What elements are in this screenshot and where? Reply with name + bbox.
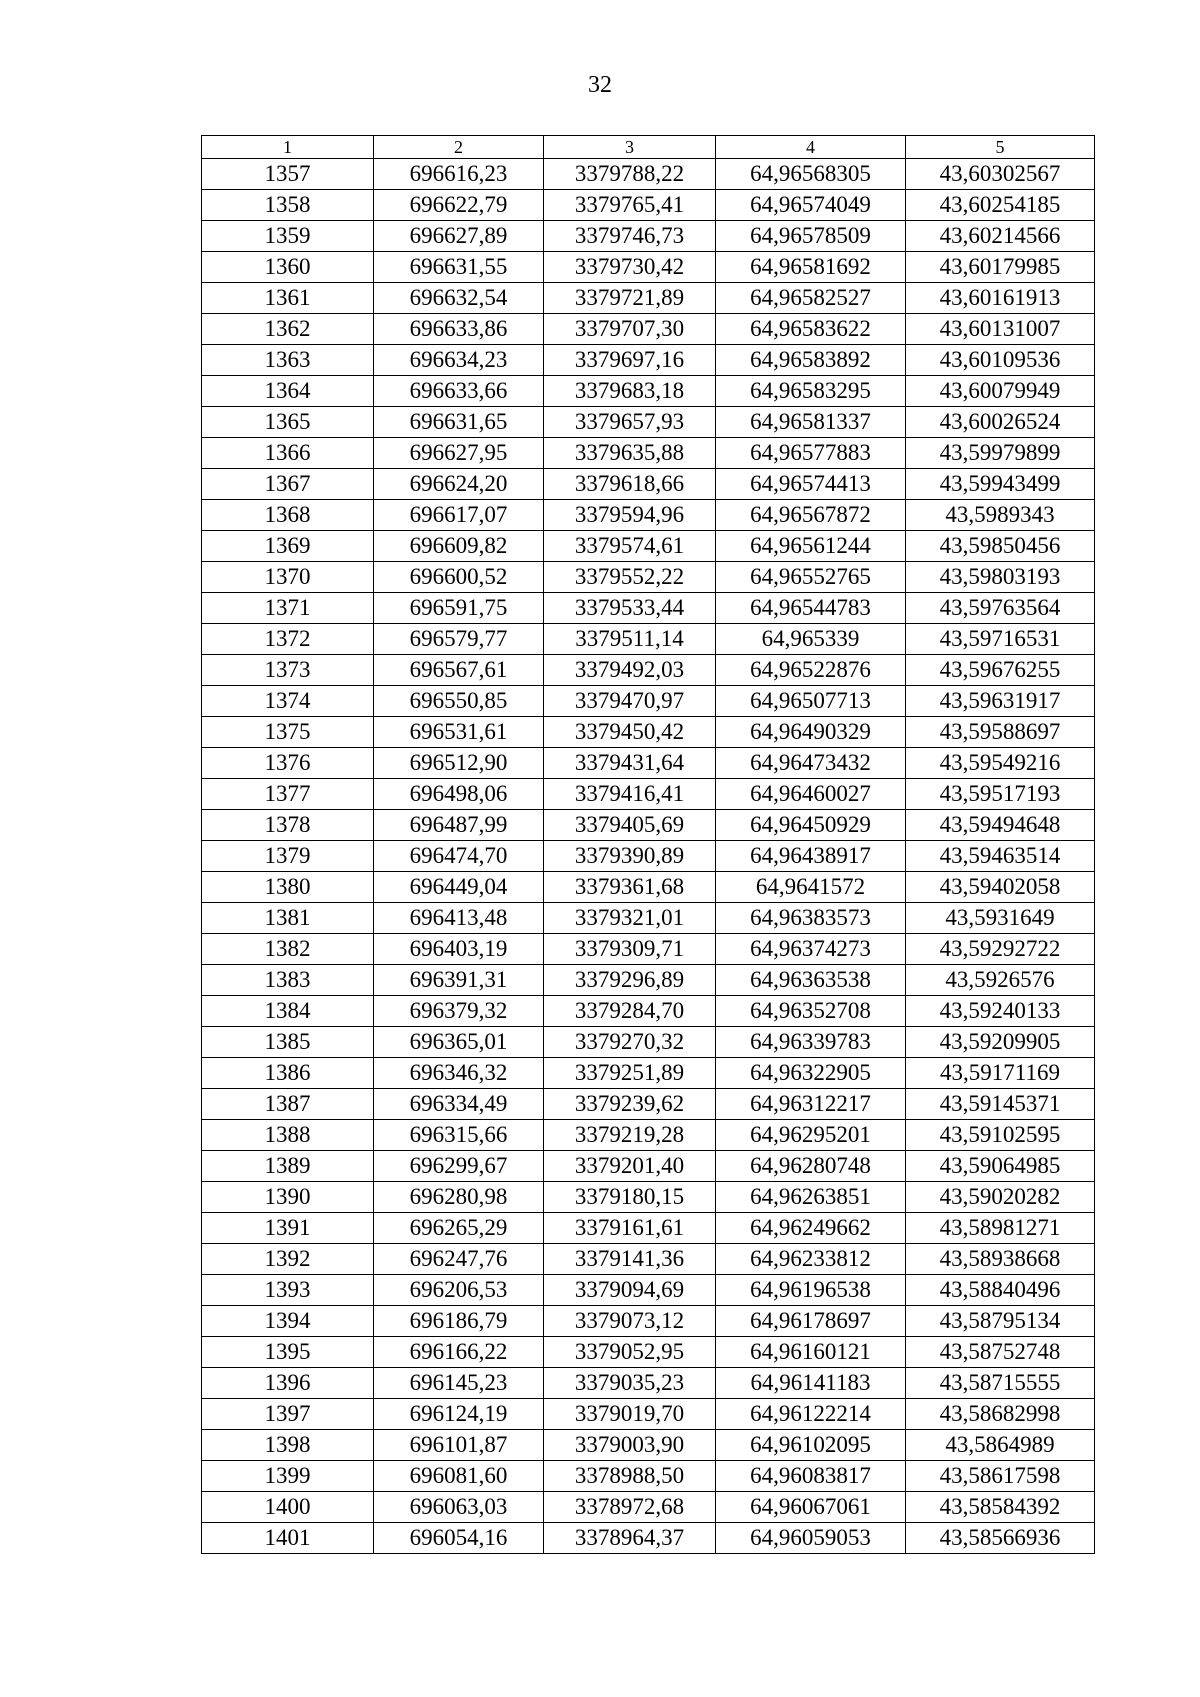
- table-cell-col-3: 3379405,69: [544, 810, 716, 841]
- table-cell-col-5: 43,59292722: [906, 934, 1095, 965]
- table-row: [202, 1120, 1095, 1151]
- table-cell-col-5: 43,58617598: [906, 1461, 1095, 1492]
- table-row: [202, 1244, 1095, 1275]
- table-cell-col-5: 43,5926576: [906, 965, 1095, 996]
- table-cell-col-3: 3379746,73: [544, 221, 716, 252]
- table-cell-col-1: 1388: [202, 1120, 374, 1151]
- table-cell-col-1: 1387: [202, 1089, 374, 1120]
- table-cell-col-4: 64,9641572: [716, 872, 906, 903]
- table-cell-col-4: 64,96352708: [716, 996, 906, 1027]
- table-cell-col-4: 64,96067061: [716, 1492, 906, 1523]
- table-cell-col-5: 43,60214566: [906, 221, 1095, 252]
- table-cell-col-2: 696617,07: [374, 500, 544, 531]
- table-cell-col-4: 64,96322905: [716, 1058, 906, 1089]
- table-cell-col-5: 43,59020282: [906, 1182, 1095, 1213]
- table-cell-col-3: 3379141,36: [544, 1244, 716, 1275]
- table-cell-col-3: 3379361,68: [544, 872, 716, 903]
- table-cell-col-5: 43,59943499: [906, 469, 1095, 500]
- table-row: [202, 779, 1095, 810]
- table-cell-col-3: 3379219,28: [544, 1120, 716, 1151]
- table-cell-col-3: 3378964,37: [544, 1523, 716, 1554]
- table-cell-col-5: 43,59145371: [906, 1089, 1095, 1120]
- table-cell-col-1: 1363: [202, 345, 374, 376]
- table-cell-col-2: 696413,48: [374, 903, 544, 934]
- table-row: [202, 531, 1095, 562]
- table-row: [202, 562, 1095, 593]
- table-cell-col-3: 3379270,32: [544, 1027, 716, 1058]
- table-header: [202, 136, 1095, 159]
- table-cell-col-2: 696247,76: [374, 1244, 544, 1275]
- table-cell-col-5: 43,60161913: [906, 283, 1095, 314]
- table-cell-col-4: 64,96577883: [716, 438, 906, 469]
- table-cell-col-1: 1390: [202, 1182, 374, 1213]
- table-row: [202, 1027, 1095, 1058]
- table-cell-col-2: 696567,61: [374, 655, 544, 686]
- table-cell-col-4: 64,96102095: [716, 1430, 906, 1461]
- table-cell-col-3: 3379201,40: [544, 1151, 716, 1182]
- table-cell-col-2: 696627,89: [374, 221, 544, 252]
- table-cell-col-4: 64,96312217: [716, 1089, 906, 1120]
- table-cell-col-4: 64,96544783: [716, 593, 906, 624]
- table-row: [202, 686, 1095, 717]
- table-cell-col-5: 43,59402058: [906, 872, 1095, 903]
- table-cell-col-4: 64,96363538: [716, 965, 906, 996]
- table-cell-col-2: 696265,29: [374, 1213, 544, 1244]
- table-cell-col-3: 3379788,22: [544, 159, 716, 190]
- table-cell-col-4: 64,96460027: [716, 779, 906, 810]
- table-cell-col-1: 1392: [202, 1244, 374, 1275]
- table-cell-col-1: 1379: [202, 841, 374, 872]
- table-cell-col-3: 3379251,89: [544, 1058, 716, 1089]
- table-cell-col-5: 43,59064985: [906, 1151, 1095, 1182]
- table-cell-col-3: 3379094,69: [544, 1275, 716, 1306]
- table-cell-col-5: 43,60179985: [906, 252, 1095, 283]
- table-cell-col-3: 3379470,97: [544, 686, 716, 717]
- table-cell-col-1: 1359: [202, 221, 374, 252]
- table-cell-col-1: 1400: [202, 1492, 374, 1523]
- table-cell-col-2: 696579,77: [374, 624, 544, 655]
- table-cell-col-2: 696633,66: [374, 376, 544, 407]
- table-cell-col-3: 3379707,30: [544, 314, 716, 345]
- table-cell-col-5: 43,60109536: [906, 345, 1095, 376]
- table-cell-col-2: 696512,90: [374, 748, 544, 779]
- table-cell-col-1: 1399: [202, 1461, 374, 1492]
- table-cell-col-4: 64,96583622: [716, 314, 906, 345]
- table-cell-col-3: 3379390,89: [544, 841, 716, 872]
- table-row: [202, 1461, 1095, 1492]
- table-row: [202, 1337, 1095, 1368]
- table-cell-col-1: 1358: [202, 190, 374, 221]
- table-cell-col-2: 696622,79: [374, 190, 544, 221]
- table-cell-col-4: 64,96280748: [716, 1151, 906, 1182]
- table-cell-col-4: 64,96507713: [716, 686, 906, 717]
- table-cell-col-4: 64,96374273: [716, 934, 906, 965]
- table-cell-col-1: 1389: [202, 1151, 374, 1182]
- table-row: [202, 1306, 1095, 1337]
- table-row: [202, 283, 1095, 314]
- table-cell-col-3: 3379019,70: [544, 1399, 716, 1430]
- table-cell-col-4: 64,96196538: [716, 1275, 906, 1306]
- table-cell-col-1: 1381: [202, 903, 374, 934]
- table-cell-col-4: 64,96339783: [716, 1027, 906, 1058]
- table-cell-col-1: 1383: [202, 965, 374, 996]
- table-cell-col-4: 64,96567872: [716, 500, 906, 531]
- table-cell-col-1: 1385: [202, 1027, 374, 1058]
- table-cell-col-1: 1360: [202, 252, 374, 283]
- table-cell-col-2: 696531,61: [374, 717, 544, 748]
- table-cell-col-1: 1397: [202, 1399, 374, 1430]
- table-row: [202, 903, 1095, 934]
- table-cell-col-3: 3378988,50: [544, 1461, 716, 1492]
- table-cell-col-3: 3379552,22: [544, 562, 716, 593]
- table-cell-col-1: 1366: [202, 438, 374, 469]
- table-row: [202, 469, 1095, 500]
- table-row: [202, 717, 1095, 748]
- table-cell-col-4: 64,96263851: [716, 1182, 906, 1213]
- table-cell-col-2: 696081,60: [374, 1461, 544, 1492]
- table-cell-col-3: 3379284,70: [544, 996, 716, 1027]
- table-cell-col-1: 1373: [202, 655, 374, 686]
- table-cell-col-1: 1367: [202, 469, 374, 500]
- table-cell-col-4: 64,965339: [716, 624, 906, 655]
- table-cell-col-3: 3379533,44: [544, 593, 716, 624]
- table-row: [202, 376, 1095, 407]
- header-cell-col-3: 3: [544, 136, 716, 159]
- table-cell-col-3: 3379730,42: [544, 252, 716, 283]
- table-row: [202, 159, 1095, 190]
- table-cell-col-5: 43,58584392: [906, 1492, 1095, 1523]
- table-cell-col-1: 1357: [202, 159, 374, 190]
- table-cell-col-5: 43,60131007: [906, 314, 1095, 345]
- table-cell-col-5: 43,59463514: [906, 841, 1095, 872]
- coordinates-table: [201, 135, 1095, 1554]
- table-cell-col-5: 43,5864989: [906, 1430, 1095, 1461]
- table-cell-col-3: 3379765,41: [544, 190, 716, 221]
- table-cell-col-2: 696474,70: [374, 841, 544, 872]
- table-cell-col-2: 696550,85: [374, 686, 544, 717]
- table-cell-col-3: 3379035,23: [544, 1368, 716, 1399]
- header-cell-col-2: 2: [374, 136, 544, 159]
- table-cell-col-3: 3378972,68: [544, 1492, 716, 1523]
- table-cell-col-4: 64,96568305: [716, 159, 906, 190]
- table-cell-col-3: 3379239,62: [544, 1089, 716, 1120]
- table-cell-col-4: 64,96473432: [716, 748, 906, 779]
- table-cell-col-1: 1365: [202, 407, 374, 438]
- table-cell-col-2: 696379,32: [374, 996, 544, 1027]
- table-cell-col-4: 64,96295201: [716, 1120, 906, 1151]
- table-cell-col-4: 64,96552765: [716, 562, 906, 593]
- table-row: [202, 810, 1095, 841]
- table-cell-col-2: 696166,22: [374, 1337, 544, 1368]
- table-cell-col-3: 3379450,42: [544, 717, 716, 748]
- table-cell-col-5: 43,58715555: [906, 1368, 1095, 1399]
- table-cell-col-3: 3379683,18: [544, 376, 716, 407]
- table-cell-col-5: 43,59763564: [906, 593, 1095, 624]
- table-cell-col-2: 696063,03: [374, 1492, 544, 1523]
- table-cell-col-2: 696591,75: [374, 593, 544, 624]
- table-cell-col-5: 43,58840496: [906, 1275, 1095, 1306]
- table-cell-col-2: 696609,82: [374, 531, 544, 562]
- table-cell-col-1: 1371: [202, 593, 374, 624]
- header-cell-col-1: 1: [202, 136, 374, 159]
- table-cell-col-4: 64,96578509: [716, 221, 906, 252]
- table-cell-col-4: 64,96383573: [716, 903, 906, 934]
- table-row: [202, 1399, 1095, 1430]
- table-cell-col-5: 43,5931649: [906, 903, 1095, 934]
- table-row: [202, 500, 1095, 531]
- table-body: [202, 159, 1095, 1554]
- table-cell-col-1: 1391: [202, 1213, 374, 1244]
- table-cell-col-3: 3379431,64: [544, 748, 716, 779]
- table-cell-col-5: 43,59979899: [906, 438, 1095, 469]
- table-cell-col-5: 43,59102595: [906, 1120, 1095, 1151]
- table-cell-col-5: 43,58682998: [906, 1399, 1095, 1430]
- table-cell-col-3: 3379003,90: [544, 1430, 716, 1461]
- table-cell-col-1: 1368: [202, 500, 374, 531]
- table-cell-col-4: 64,96233812: [716, 1244, 906, 1275]
- table-cell-col-3: 3379073,12: [544, 1306, 716, 1337]
- table-row: [202, 1523, 1095, 1554]
- table-row: [202, 965, 1095, 996]
- table-cell-col-3: 3379309,71: [544, 934, 716, 965]
- table-cell-col-2: 696631,55: [374, 252, 544, 283]
- table-row: [202, 1430, 1095, 1461]
- table-cell-col-5: 43,59517193: [906, 779, 1095, 810]
- table-cell-col-1: 1369: [202, 531, 374, 562]
- table-cell-col-1: 1395: [202, 1337, 374, 1368]
- table-cell-col-2: 696280,98: [374, 1182, 544, 1213]
- table-cell-col-1: 1376: [202, 748, 374, 779]
- table-cell-col-4: 64,96581337: [716, 407, 906, 438]
- table-cell-col-2: 696391,31: [374, 965, 544, 996]
- table-row: [202, 841, 1095, 872]
- table-cell-col-3: 3379721,89: [544, 283, 716, 314]
- table-row: [202, 748, 1095, 779]
- table-cell-col-3: 3379161,61: [544, 1213, 716, 1244]
- table-cell-col-2: 696449,04: [374, 872, 544, 903]
- table-cell-col-3: 3379511,14: [544, 624, 716, 655]
- table-cell-col-2: 696315,66: [374, 1120, 544, 1151]
- table-cell-col-5: 43,59494648: [906, 810, 1095, 841]
- table-cell-col-4: 64,96522876: [716, 655, 906, 686]
- table-cell-col-3: 3379296,89: [544, 965, 716, 996]
- table-cell-col-1: 1382: [202, 934, 374, 965]
- table-cell-col-2: 696124,19: [374, 1399, 544, 1430]
- table-cell-col-4: 64,96582527: [716, 283, 906, 314]
- table-row: [202, 1089, 1095, 1120]
- table-cell-col-2: 696145,23: [374, 1368, 544, 1399]
- table-cell-col-1: 1372: [202, 624, 374, 655]
- header-row: [202, 136, 1095, 159]
- table-row: [202, 872, 1095, 903]
- table-cell-col-3: 3379594,96: [544, 500, 716, 531]
- table-cell-col-5: 43,59549216: [906, 748, 1095, 779]
- table-cell-col-1: 1398: [202, 1430, 374, 1461]
- table-cell-col-5: 43,59171169: [906, 1058, 1095, 1089]
- table-cell-col-4: 64,96122214: [716, 1399, 906, 1430]
- table-cell-col-4: 64,96583892: [716, 345, 906, 376]
- table-cell-col-3: 3379618,66: [544, 469, 716, 500]
- table-cell-col-5: 43,58752748: [906, 1337, 1095, 1368]
- table-cell-col-5: 43,58795134: [906, 1306, 1095, 1337]
- table-cell-col-5: 43,60079949: [906, 376, 1095, 407]
- table-cell-col-2: 696054,16: [374, 1523, 544, 1554]
- header-cell-col-5: 5: [906, 136, 1095, 159]
- table-cell-col-2: 696334,49: [374, 1089, 544, 1120]
- table-cell-col-1: 1386: [202, 1058, 374, 1089]
- table-cell-col-3: 3379321,01: [544, 903, 716, 934]
- table-cell-col-2: 696365,01: [374, 1027, 544, 1058]
- table-row: [202, 1213, 1095, 1244]
- table-row: [202, 593, 1095, 624]
- table-cell-col-2: 696346,32: [374, 1058, 544, 1089]
- table-row: [202, 252, 1095, 283]
- table-cell-col-5: 43,59676255: [906, 655, 1095, 686]
- table-cell-col-1: 1396: [202, 1368, 374, 1399]
- table-cell-col-4: 64,96083817: [716, 1461, 906, 1492]
- table-cell-col-3: 3379416,41: [544, 779, 716, 810]
- table-cell-col-5: 43,60302567: [906, 159, 1095, 190]
- table-cell-col-1: 1362: [202, 314, 374, 345]
- table-cell-col-4: 64,96583295: [716, 376, 906, 407]
- table-cell-col-5: 43,58981271: [906, 1213, 1095, 1244]
- table-row: [202, 221, 1095, 252]
- table-cell-col-4: 64,96450929: [716, 810, 906, 841]
- table-cell-col-5: 43,60254185: [906, 190, 1095, 221]
- table-cell-col-3: 3379697,16: [544, 345, 716, 376]
- header-cell-col-4: 4: [716, 136, 906, 159]
- table-cell-col-2: 696600,52: [374, 562, 544, 593]
- table-cell-col-4: 64,96581692: [716, 252, 906, 283]
- table-cell-col-3: 3379180,15: [544, 1182, 716, 1213]
- table-row: [202, 655, 1095, 686]
- table-cell-col-1: 1364: [202, 376, 374, 407]
- table-cell-col-2: 696631,65: [374, 407, 544, 438]
- table-row: [202, 1151, 1095, 1182]
- table-cell-col-5: 43,5989343: [906, 500, 1095, 531]
- table-cell-col-3: 3379574,61: [544, 531, 716, 562]
- table-row: [202, 1182, 1095, 1213]
- table-row: [202, 934, 1095, 965]
- table-cell-col-2: 696186,79: [374, 1306, 544, 1337]
- table-row: [202, 624, 1095, 655]
- table-cell-col-2: 696633,86: [374, 314, 544, 345]
- table-row: [202, 1492, 1095, 1523]
- table-row: [202, 314, 1095, 345]
- table-cell-col-2: 696632,54: [374, 283, 544, 314]
- table-cell-col-2: 696299,67: [374, 1151, 544, 1182]
- table-cell-col-1: 1393: [202, 1275, 374, 1306]
- page-number: 32: [588, 72, 612, 98]
- table-cell-col-4: 64,96059053: [716, 1523, 906, 1554]
- table-cell-col-3: 3379635,88: [544, 438, 716, 469]
- table-cell-col-5: 43,59209905: [906, 1027, 1095, 1058]
- table-cell-col-2: 696206,53: [374, 1275, 544, 1306]
- table-cell-col-4: 64,96178697: [716, 1306, 906, 1337]
- table-cell-col-5: 43,59803193: [906, 562, 1095, 593]
- table-cell-col-5: 43,59716531: [906, 624, 1095, 655]
- table-row: [202, 996, 1095, 1027]
- table-cell-col-2: 696498,06: [374, 779, 544, 810]
- table-row: [202, 1058, 1095, 1089]
- table-cell-col-2: 696627,95: [374, 438, 544, 469]
- table-row: [202, 1275, 1095, 1306]
- table-cell-col-1: 1370: [202, 562, 374, 593]
- table-cell-col-1: 1377: [202, 779, 374, 810]
- table-cell-col-5: 43,60026524: [906, 407, 1095, 438]
- table-row: [202, 345, 1095, 376]
- table-cell-col-4: 64,96141183: [716, 1368, 906, 1399]
- table-cell-col-1: 1375: [202, 717, 374, 748]
- table-cell-col-5: 43,59588697: [906, 717, 1095, 748]
- table-cell-col-2: 696487,99: [374, 810, 544, 841]
- table-cell-col-5: 43,59240133: [906, 996, 1095, 1027]
- table-cell-col-4: 64,96574049: [716, 190, 906, 221]
- table-cell-col-4: 64,96574413: [716, 469, 906, 500]
- table-cell-col-1: 1384: [202, 996, 374, 1027]
- table-cell-col-2: 696101,87: [374, 1430, 544, 1461]
- table-cell-col-1: 1394: [202, 1306, 374, 1337]
- table-cell-col-5: 43,59850456: [906, 531, 1095, 562]
- table-cell-col-2: 696616,23: [374, 159, 544, 190]
- table-row: [202, 190, 1095, 221]
- table-cell-col-2: 696634,23: [374, 345, 544, 376]
- table-cell-col-5: 43,59631917: [906, 686, 1095, 717]
- table-row: [202, 1368, 1095, 1399]
- table-cell-col-3: 3379492,03: [544, 655, 716, 686]
- table-cell-col-4: 64,96561244: [716, 531, 906, 562]
- table-row: [202, 407, 1095, 438]
- table-cell-col-4: 64,96438917: [716, 841, 906, 872]
- table-cell-col-4: 64,96490329: [716, 717, 906, 748]
- table-cell-col-1: 1378: [202, 810, 374, 841]
- table-cell-col-5: 43,58938668: [906, 1244, 1095, 1275]
- table-cell-col-2: 696624,20: [374, 469, 544, 500]
- table-row: [202, 438, 1095, 469]
- table-cell-col-4: 64,96249662: [716, 1213, 906, 1244]
- table-cell-col-4: 64,96160121: [716, 1337, 906, 1368]
- table-cell-col-3: 3379657,93: [544, 407, 716, 438]
- table-cell-col-2: 696403,19: [374, 934, 544, 965]
- table-cell-col-5: 43,58566936: [906, 1523, 1095, 1554]
- table-cell-col-1: 1401: [202, 1523, 374, 1554]
- table-cell-col-1: 1380: [202, 872, 374, 903]
- table-cell-col-1: 1374: [202, 686, 374, 717]
- table-cell-col-3: 3379052,95: [544, 1337, 716, 1368]
- table-cell-col-1: 1361: [202, 283, 374, 314]
